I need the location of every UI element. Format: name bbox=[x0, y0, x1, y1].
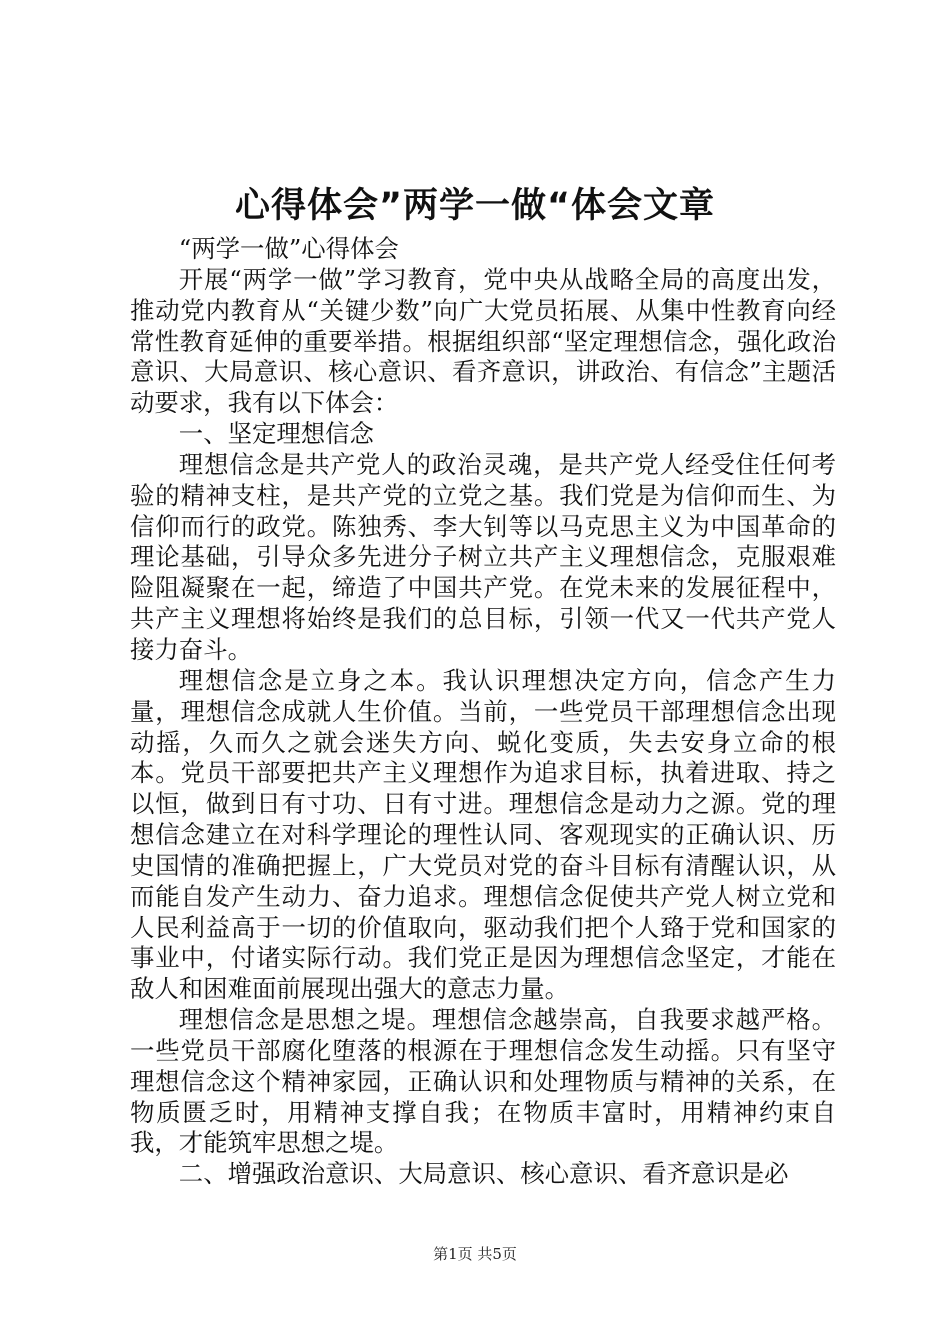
page-number-footer: 第1页 共5页 bbox=[433, 1245, 517, 1263]
document-title: 心得体会”两学一做“体会文章 bbox=[234, 186, 715, 226]
body-paragraph: 理想信念是立身之本。我认识理想决定方向，信念产生力量，理想信念成就人生价值。当前，一些党员干部理想信念出现动摇，久而久之就会迷失方向、蜕化变质，失去安身立命的根本。党员干部要把共产主义理想作为追求目标，执着进取、持之以恒，做到日有寸功、日有寸进。理想信念是动力之源。党的理想信念建立在对科学理论的理性认同、客观现实的正确认识、历史国情的准确把握上，广大党员对党的奋斗目标有清醒认识，从而能自发产生动力、奋力追求。理想信念促使共产党人树立党和人民利益高于一切的价值取向，驱动我们把个人臵于党和国家的事业中，付诸实际行动。我们党正是因为理想信念坚定，才能在敌人和困难面前展现出强大的意志力量。 bbox=[130, 665, 836, 1004]
intro-paragraph: 开展“两学一做”学习教育，党中央从战略全局的高度出发，推动党内教育从“关键少数”向广大党员拓展、从集中性教育向经常性教育延伸的重要举措。根据组织部“坚定理想信念，强化政治意识、大局意识、核心意识、看齐意识，讲政治、有信念”主题活动要求，我有以下体会： bbox=[130, 264, 836, 418]
body-paragraph: 理想信念是思想之堤。理想信念越崇高，自我要求越严格。一些党员干部腐化堕落的根源在于理想信念发生动摇。只有坚守理想信念这个精神家园，正确认识和处理物质与精神的关系，在物质匮乏时，用精神支撑自我；在物质丰富时，用精神约束自我，才能筑牢思想之堤。 bbox=[130, 1005, 836, 1158]
section-heading-2: 二、增强政治意识、大局意识、核心意识、看齐意识是必 bbox=[178, 1159, 789, 1189]
body-paragraph: 理想信念是共产党人的政治灵魂，是共产党人经受住任何考验的精神支柱，是共产党的立党之基。我们党是为信仰而生、为信仰而行的政党。陈独秀、李大钊等以马克思主义为中国革命的理论基础，引导众多先进分子树立共产主义理想信念，克服艰难险阻凝聚在一起，缔造了中国共产党。在党未来的发展征程中，共产主义理想将始终是我们的总目标，引领一代又一代共产党人接力奋斗。 bbox=[130, 449, 836, 664]
subtitle-paragraph: “两学一做”心得体会 bbox=[178, 234, 399, 263]
document-body bbox=[130, 234, 836, 1190]
section-heading-1: 一、坚定理想信念 bbox=[178, 419, 374, 449]
